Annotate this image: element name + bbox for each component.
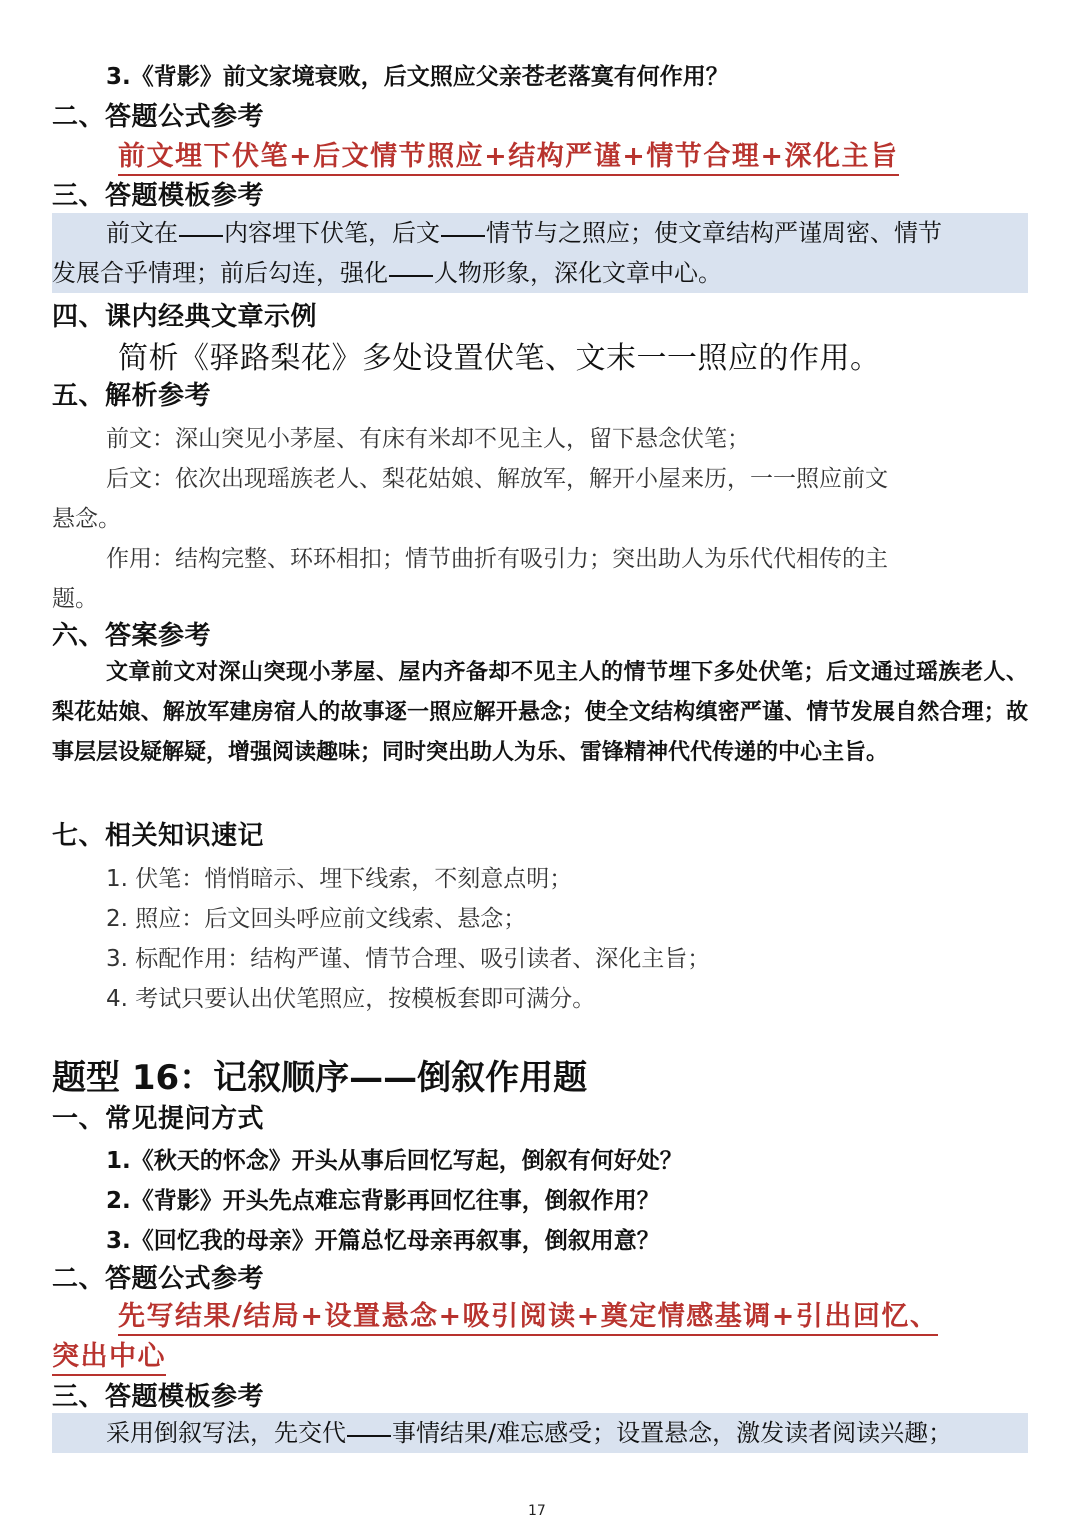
- section-heading-knowledge: 七、相关知识速记: [52, 821, 265, 851]
- analysis-line: 作用：结构完整、环环相扣；情节曲折有吸引力；突出助人为乐代代相传的主: [106, 546, 888, 572]
- blank-line: [179, 234, 223, 237]
- analysis-line: 前文：深山突见小茅屋、有床有米却不见主人，留下悬念伏笔；: [106, 426, 750, 452]
- question-item: 1.《秋天的怀念》开头从事后回忆写起，倒叙有何好处？: [106, 1148, 683, 1174]
- knowledge-item: 4. 考试只要认出伏笔照应，按模板套即可满分。: [106, 986, 596, 1012]
- analysis-line: 题。: [52, 586, 98, 612]
- formula-text: 先写结果/结局+设置悬念+吸引阅读+奠定情感基调+引出回忆、: [118, 1294, 938, 1336]
- template-text: 发展合乎情理；前后勾连，强化: [52, 259, 388, 287]
- formula-text: 前文埋下伏笔+后文情节照应+结构严谨+情节合理+深化主旨: [118, 134, 899, 176]
- template-text: 采用倒叙写法，先交代: [106, 1419, 346, 1447]
- section-heading-analysis: 五、解析参考: [52, 381, 212, 411]
- template-text: 事情结果/难忘感受；设置悬念，激发读者阅读兴趣；: [392, 1419, 953, 1447]
- section-heading-template: 三、答题模板参考: [52, 181, 265, 211]
- template-text: 内容埋下伏笔，后文: [224, 219, 440, 247]
- knowledge-item: 3. 标配作用：结构严谨、情节合理、吸引读者、深化主旨；: [106, 946, 711, 972]
- formula-text: 突出中心: [52, 1334, 166, 1376]
- template-text: 人物形象，深化文章中心。: [434, 259, 722, 287]
- blank-line: [389, 274, 433, 277]
- page-number: 17: [528, 1503, 546, 1519]
- analysis-line: 后文：依次出现瑶族老人、梨花姑娘、解放军，解开小屋来历，一一照应前文: [106, 466, 888, 492]
- question-item: 3.《回忆我的母亲》开篇总忆母亲再叙事，倒叙用意？: [106, 1228, 660, 1254]
- analysis-line: 悬念。: [52, 506, 121, 532]
- top-question: 3.《背影》前文家境衰败，后文照应父亲苍老落寞有何作用？: [106, 64, 729, 90]
- section-heading-example: 四、课内经典文章示例: [52, 302, 318, 332]
- section-heading-answer: 六、答案参考: [52, 621, 212, 651]
- template-text: 前文在: [106, 219, 178, 247]
- section-heading-questions: 一、常见提问方式: [52, 1104, 265, 1134]
- question-item: 2.《背影》开头先点难忘背影再回忆往事，倒叙作用？: [106, 1188, 660, 1214]
- template-text: 情节与之照应；使文章结构严谨周密、情节: [486, 219, 942, 247]
- section-heading-formula: 二、答题公式参考: [52, 102, 265, 132]
- knowledge-item: 1. 伏笔：悄悄暗示、埋下线索，不刻意点明；: [106, 866, 573, 892]
- blank-line: [347, 1434, 391, 1437]
- blank-line: [441, 234, 485, 237]
- template-box: [52, 213, 1028, 293]
- knowledge-item: 2. 照应：后文回头呼应前文线索、悬念；: [106, 906, 527, 932]
- section-heading-formula: 二、答题公式参考: [52, 1264, 265, 1294]
- answer-paragraph: 文章前文对深山突现小茅屋、屋内齐备却不见主人的情节埋下多处伏笔；后文通过瑶族老人、梨花姑娘、解放军建房宿人的故事逐一照应解开悬念；使全文结构缜密严谨、情节发展自然合理；故事层层设疑解疑，增强阅读趣味；同时突出助人为乐、雷锋精神代代传递的中心主旨。: [52, 659, 1028, 765]
- template-box: [52, 1413, 1028, 1453]
- question-type-title: 题型 16：记叙顺序——倒叙作用题: [52, 1058, 588, 1098]
- example-text: 简析《驿路梨花》多处设置伏笔、文末一一照应的作用。: [118, 341, 881, 376]
- section-heading-template: 三、答题模板参考: [52, 1382, 265, 1412]
